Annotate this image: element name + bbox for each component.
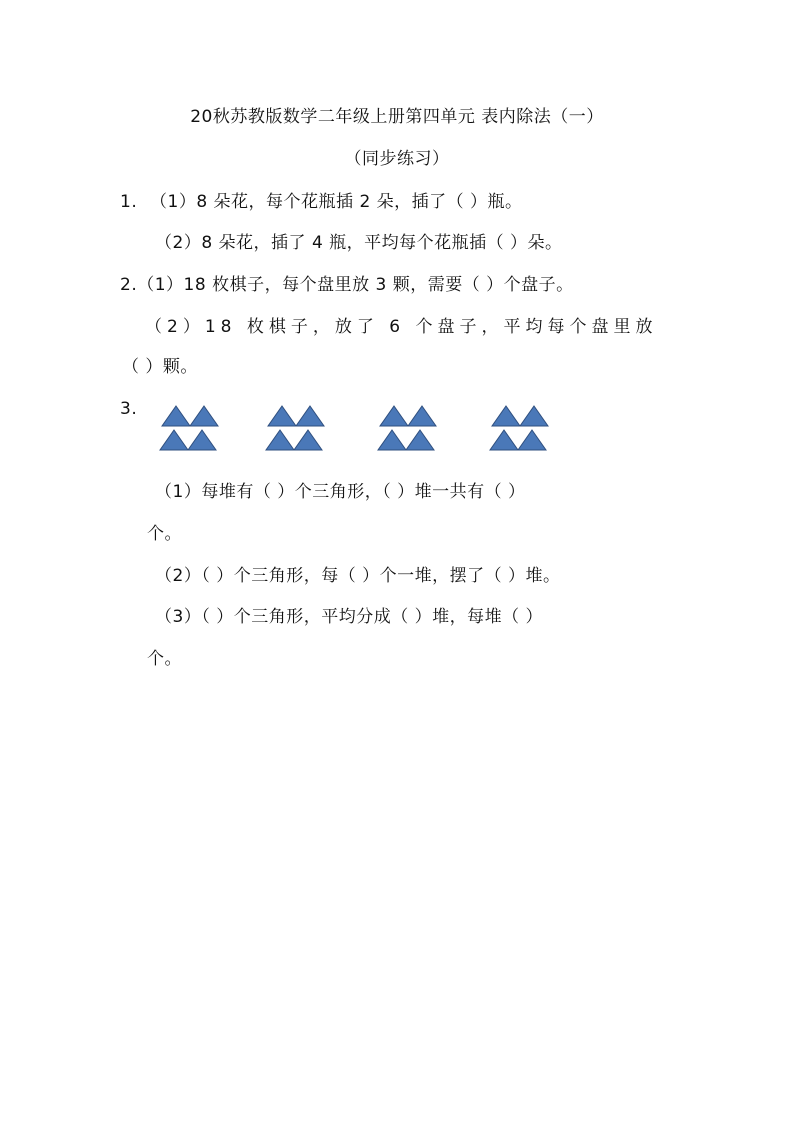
triangle-icon <box>294 404 326 428</box>
triangle-icon <box>188 404 220 428</box>
triangle-icon <box>516 428 548 452</box>
question-1-part-2: （2）8 朵花，插了 4 瓶，平均每个花瓶插（ ）朵。 <box>155 233 563 253</box>
question-1-part-1: （1）8 朵花，每个花瓶插 2 朵，插了（ ）瓶。 <box>150 192 523 212</box>
triangle-icon <box>292 428 324 452</box>
question-3-part-1: （1）每堆有（ ）个三角形，（ ）堆一共有（ ） <box>155 482 526 502</box>
triangle-icon <box>186 428 218 452</box>
question-2-part-1: 2.（1）18 枚棋子，每个盘里放 3 颗，需要（ ）个盘子。 <box>120 275 574 295</box>
question-3-part-2: （2）（ ）个三角形，每（ ）个一堆，摆了（ ）堆。 <box>155 566 561 586</box>
document-title: 20秋苏教版数学二年级上册第四单元 表内除法（一） <box>190 107 604 127</box>
question-3-number: 3. <box>120 399 138 419</box>
question-2-part-2: （2）18 枚棋子，放了 6 个盘子，平均每个盘里放 <box>145 317 658 337</box>
question-2-part-2-continued: （ ）颗。 <box>122 357 198 377</box>
triangle-icon <box>406 404 438 428</box>
question-3-part-3: （3）（ ）个三角形，平均分成（ ）堆，每堆（ ） <box>155 607 544 627</box>
question-1-number: 1. <box>120 192 138 212</box>
document-subtitle: （同步练习） <box>344 149 450 169</box>
question-3-part-3-continued: 个。 <box>147 649 182 669</box>
question-3-part-1-continued: 个。 <box>147 524 182 544</box>
triangle-icon <box>518 404 550 428</box>
triangle-icon <box>404 428 436 452</box>
